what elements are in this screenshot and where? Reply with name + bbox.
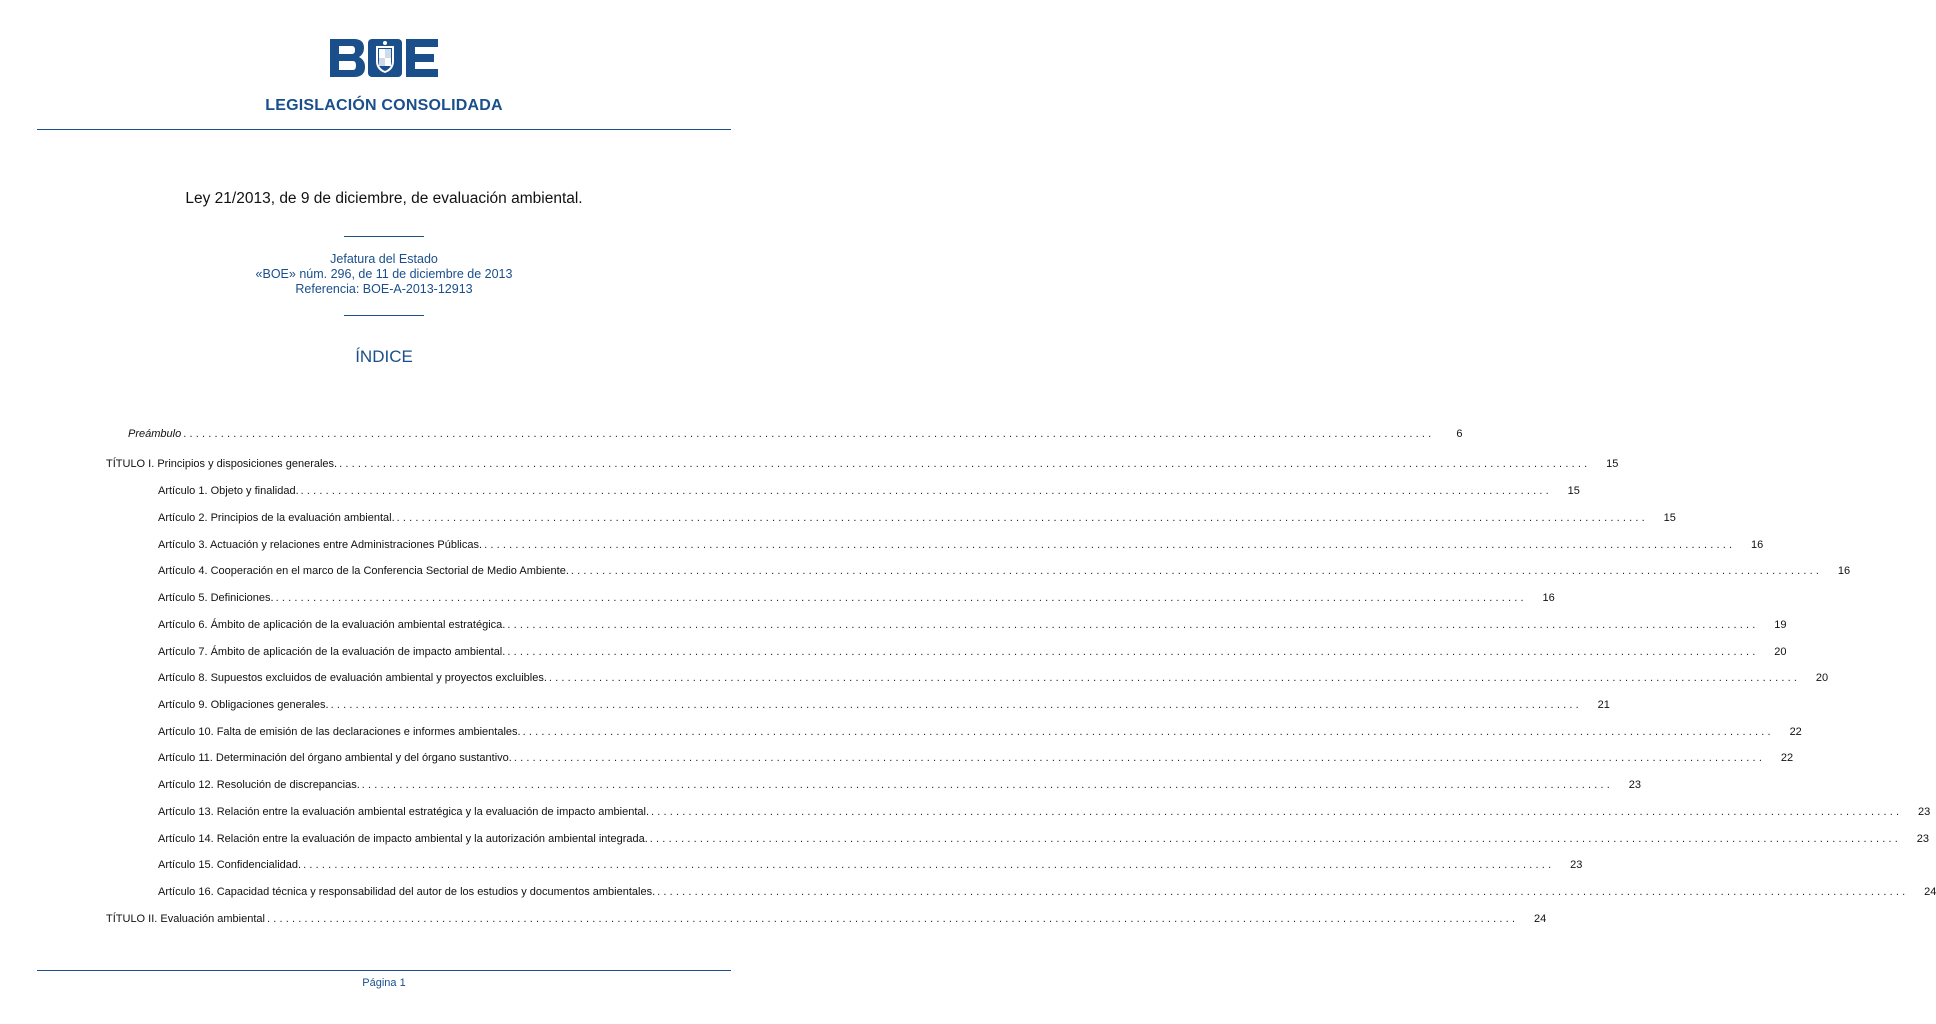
index-title: ÍNDICE	[355, 347, 413, 366]
toc-dot-leader: ........................................................................................................................................................................................................	[484, 539, 1736, 551]
logo-letter-b	[330, 39, 365, 77]
toc-entry[interactable]	[106, 913, 1547, 929]
toc-entry-label: Artículo 12. Resolución de discrepancias.	[158, 779, 360, 791]
toc-entry-label: TÍTULO II. Evaluación ambiental	[106, 913, 265, 925]
toc-entry-page: 6	[1456, 428, 1463, 440]
toc-entry[interactable]	[158, 565, 1851, 581]
toc-entry-label: Artículo 6. Ámbito de aplicación de la evaluación ambiental estratégica.	[158, 619, 506, 631]
toc-entry-label: Artículo 5. Definiciones.	[158, 592, 274, 604]
toc-entry-label: Artículo 16. Capacidad técnica y responsabilidad del autor de los estudios y documentos ambientales.	[158, 886, 656, 898]
toc-dot-leader: ........................................................................................................................................................................................................	[275, 592, 1527, 604]
toc-entry[interactable]	[158, 886, 1936, 902]
toc-entry-page: 16	[1751, 539, 1764, 551]
toc-entry-label: TÍTULO I. Principios y disposiciones generales.	[106, 458, 338, 470]
toc-entry[interactable]	[158, 619, 1787, 635]
toc-entry-page: 16	[1542, 592, 1555, 604]
toc-entry-page: 15	[1606, 458, 1619, 470]
toc-dot-leader: ........................................................................................................................................................................................................	[266, 913, 1519, 925]
collection-title: LEGISLACIÓN CONSOLIDADA	[265, 97, 503, 114]
toc-entry[interactable]	[158, 512, 1676, 528]
toc-entry-label: Artículo 15. Confidencialidad.	[158, 859, 302, 871]
toc-entry-page: 24	[1533, 913, 1547, 925]
toc-dot-leader: ........................................................................................................................................................................................................	[513, 752, 1766, 764]
toc-entry-page: 22	[1780, 752, 1794, 764]
toc-entry-label: Artículo 8. Supuestos excluidos de evaluación ambiental y proyectos excluibles.	[158, 672, 547, 684]
document-title: Ley 21/2013, de 9 de diciembre, de evaluación ambiental.	[185, 190, 583, 207]
toc-entry-label: Artículo 2. Principios de la evaluación ambiental.	[158, 512, 395, 524]
toc-entry-label: Artículo 13. Relación entre la evaluación ambiental estratégica y la evaluación de impacto ambiental.	[158, 806, 650, 818]
toc-entry-label: Artículo 10. Falta de emisión de las declaraciones e informes ambientales.	[158, 726, 521, 738]
toc-entry[interactable]	[158, 752, 1794, 768]
toc-dot-leader: ........................................................................................................................................................................................................	[396, 512, 1648, 524]
toc-entry[interactable]	[158, 646, 1787, 662]
toc-entry[interactable]	[106, 458, 1619, 474]
toc-entry[interactable]	[158, 859, 1583, 875]
toc-dot-leader: ........................................................................................................................................................................................................	[507, 646, 1759, 658]
toc-entry-page: 20	[1774, 646, 1787, 658]
issuer-text: Jefatura del Estado	[330, 252, 438, 266]
logo-letter-e	[406, 39, 438, 77]
toc-entry[interactable]	[158, 699, 1610, 715]
toc-entry-page: 23	[1628, 779, 1642, 791]
toc-entry-page: 24	[1924, 886, 1936, 898]
publication-text: «BOE» núm. 296, de 11 de diciembre de 2013	[255, 267, 513, 281]
reference-text: Referencia: BOE-A-2013-12913	[295, 282, 473, 296]
toc-entry-page: 15	[1567, 485, 1580, 497]
toc-entry-page: 23	[1918, 806, 1931, 818]
toc-entry-page: 22	[1789, 726, 1802, 738]
toc-entry[interactable]	[158, 726, 1802, 742]
boe-logo	[328, 37, 440, 79]
toc-entry-page: 23	[1570, 859, 1583, 871]
header-divider	[37, 129, 731, 130]
toc-dot-leader: ........................................................................................................................................................................................................	[649, 833, 1902, 845]
short-divider-bottom	[344, 315, 424, 316]
toc-entry-label: Artículo 7. Ámbito de aplicación de la evaluación de impacto ambiental.	[158, 646, 506, 658]
toc-dot-leader: ........................................................................................................................................................................................................	[507, 619, 1759, 631]
page-number: Página 1	[362, 977, 406, 989]
toc-entry-label: Artículo 1. Objeto y finalidad.	[158, 485, 299, 497]
toc-entry-page: 19	[1774, 619, 1787, 631]
toc-dot-leader: ........................................................................................................................................................................................................	[651, 806, 1903, 818]
toc-entry-label: Artículo 4. Cooperación en el marco de la Conferencia Sectorial de Medio Ambiente.	[158, 565, 569, 577]
toc-entry[interactable]	[158, 592, 1555, 608]
toc-dot-leader: ........................................................................................................................................................................................................	[330, 699, 1582, 711]
toc-dot-leader: ........................................................................................................................................................................................................	[300, 485, 1552, 497]
toc-entry-page: 21	[1597, 699, 1610, 711]
toc-dot-leader: ........................................................................................................................................................................................................	[522, 726, 1774, 738]
toc-dot-leader: ........................................................................................................................................................................................................	[361, 779, 1614, 791]
toc-entry-page: 15	[1663, 512, 1676, 524]
document-meta	[0, 252, 768, 297]
toc-entry[interactable]	[128, 428, 1463, 444]
toc-dot-leader: ........................................................................................................................................................................................................	[303, 859, 1555, 871]
toc-entry[interactable]	[158, 806, 1931, 822]
toc-entry-label: Artículo 3. Actuación y relaciones entre Administraciones Públicas.	[158, 539, 483, 551]
toc-entry[interactable]	[158, 833, 1930, 849]
short-divider-top	[344, 236, 424, 237]
toc-dot-leader: ........................................................................................................................................................................................................	[657, 886, 1909, 898]
toc-dot-leader: ........................................................................................................................................................................................................	[570, 565, 1823, 577]
toc-entry[interactable]	[158, 485, 1580, 501]
toc-entry-page: 23	[1916, 833, 1930, 845]
toc-entry-label: Artículo 9. Obligaciones generales.	[158, 699, 329, 711]
toc-entry-label: Preámbulo	[128, 428, 182, 440]
toc-entry[interactable]	[158, 539, 1764, 555]
toc-entry-label: Artículo 14. Relación entre la evaluación de impacto ambiental y la autorización ambiental integrada.	[158, 833, 648, 845]
toc-entry-page: 16	[1837, 565, 1851, 577]
toc-entry[interactable]	[158, 672, 1829, 688]
toc-entry[interactable]	[158, 779, 1642, 795]
toc-entry-page: 20	[1815, 672, 1829, 684]
toc-entry-label: Artículo 11. Determinación del órgano ambiental y del órgano sustantivo.	[158, 752, 512, 764]
toc-dot-leader: ........................................................................................................................................................................................................	[339, 458, 1591, 470]
toc-dot-leader: ........................................................................................................................................................................................................	[183, 428, 1435, 440]
toc-dot-leader: ........................................................................................................................................................................................................	[548, 672, 1801, 684]
footer-divider	[37, 970, 731, 971]
